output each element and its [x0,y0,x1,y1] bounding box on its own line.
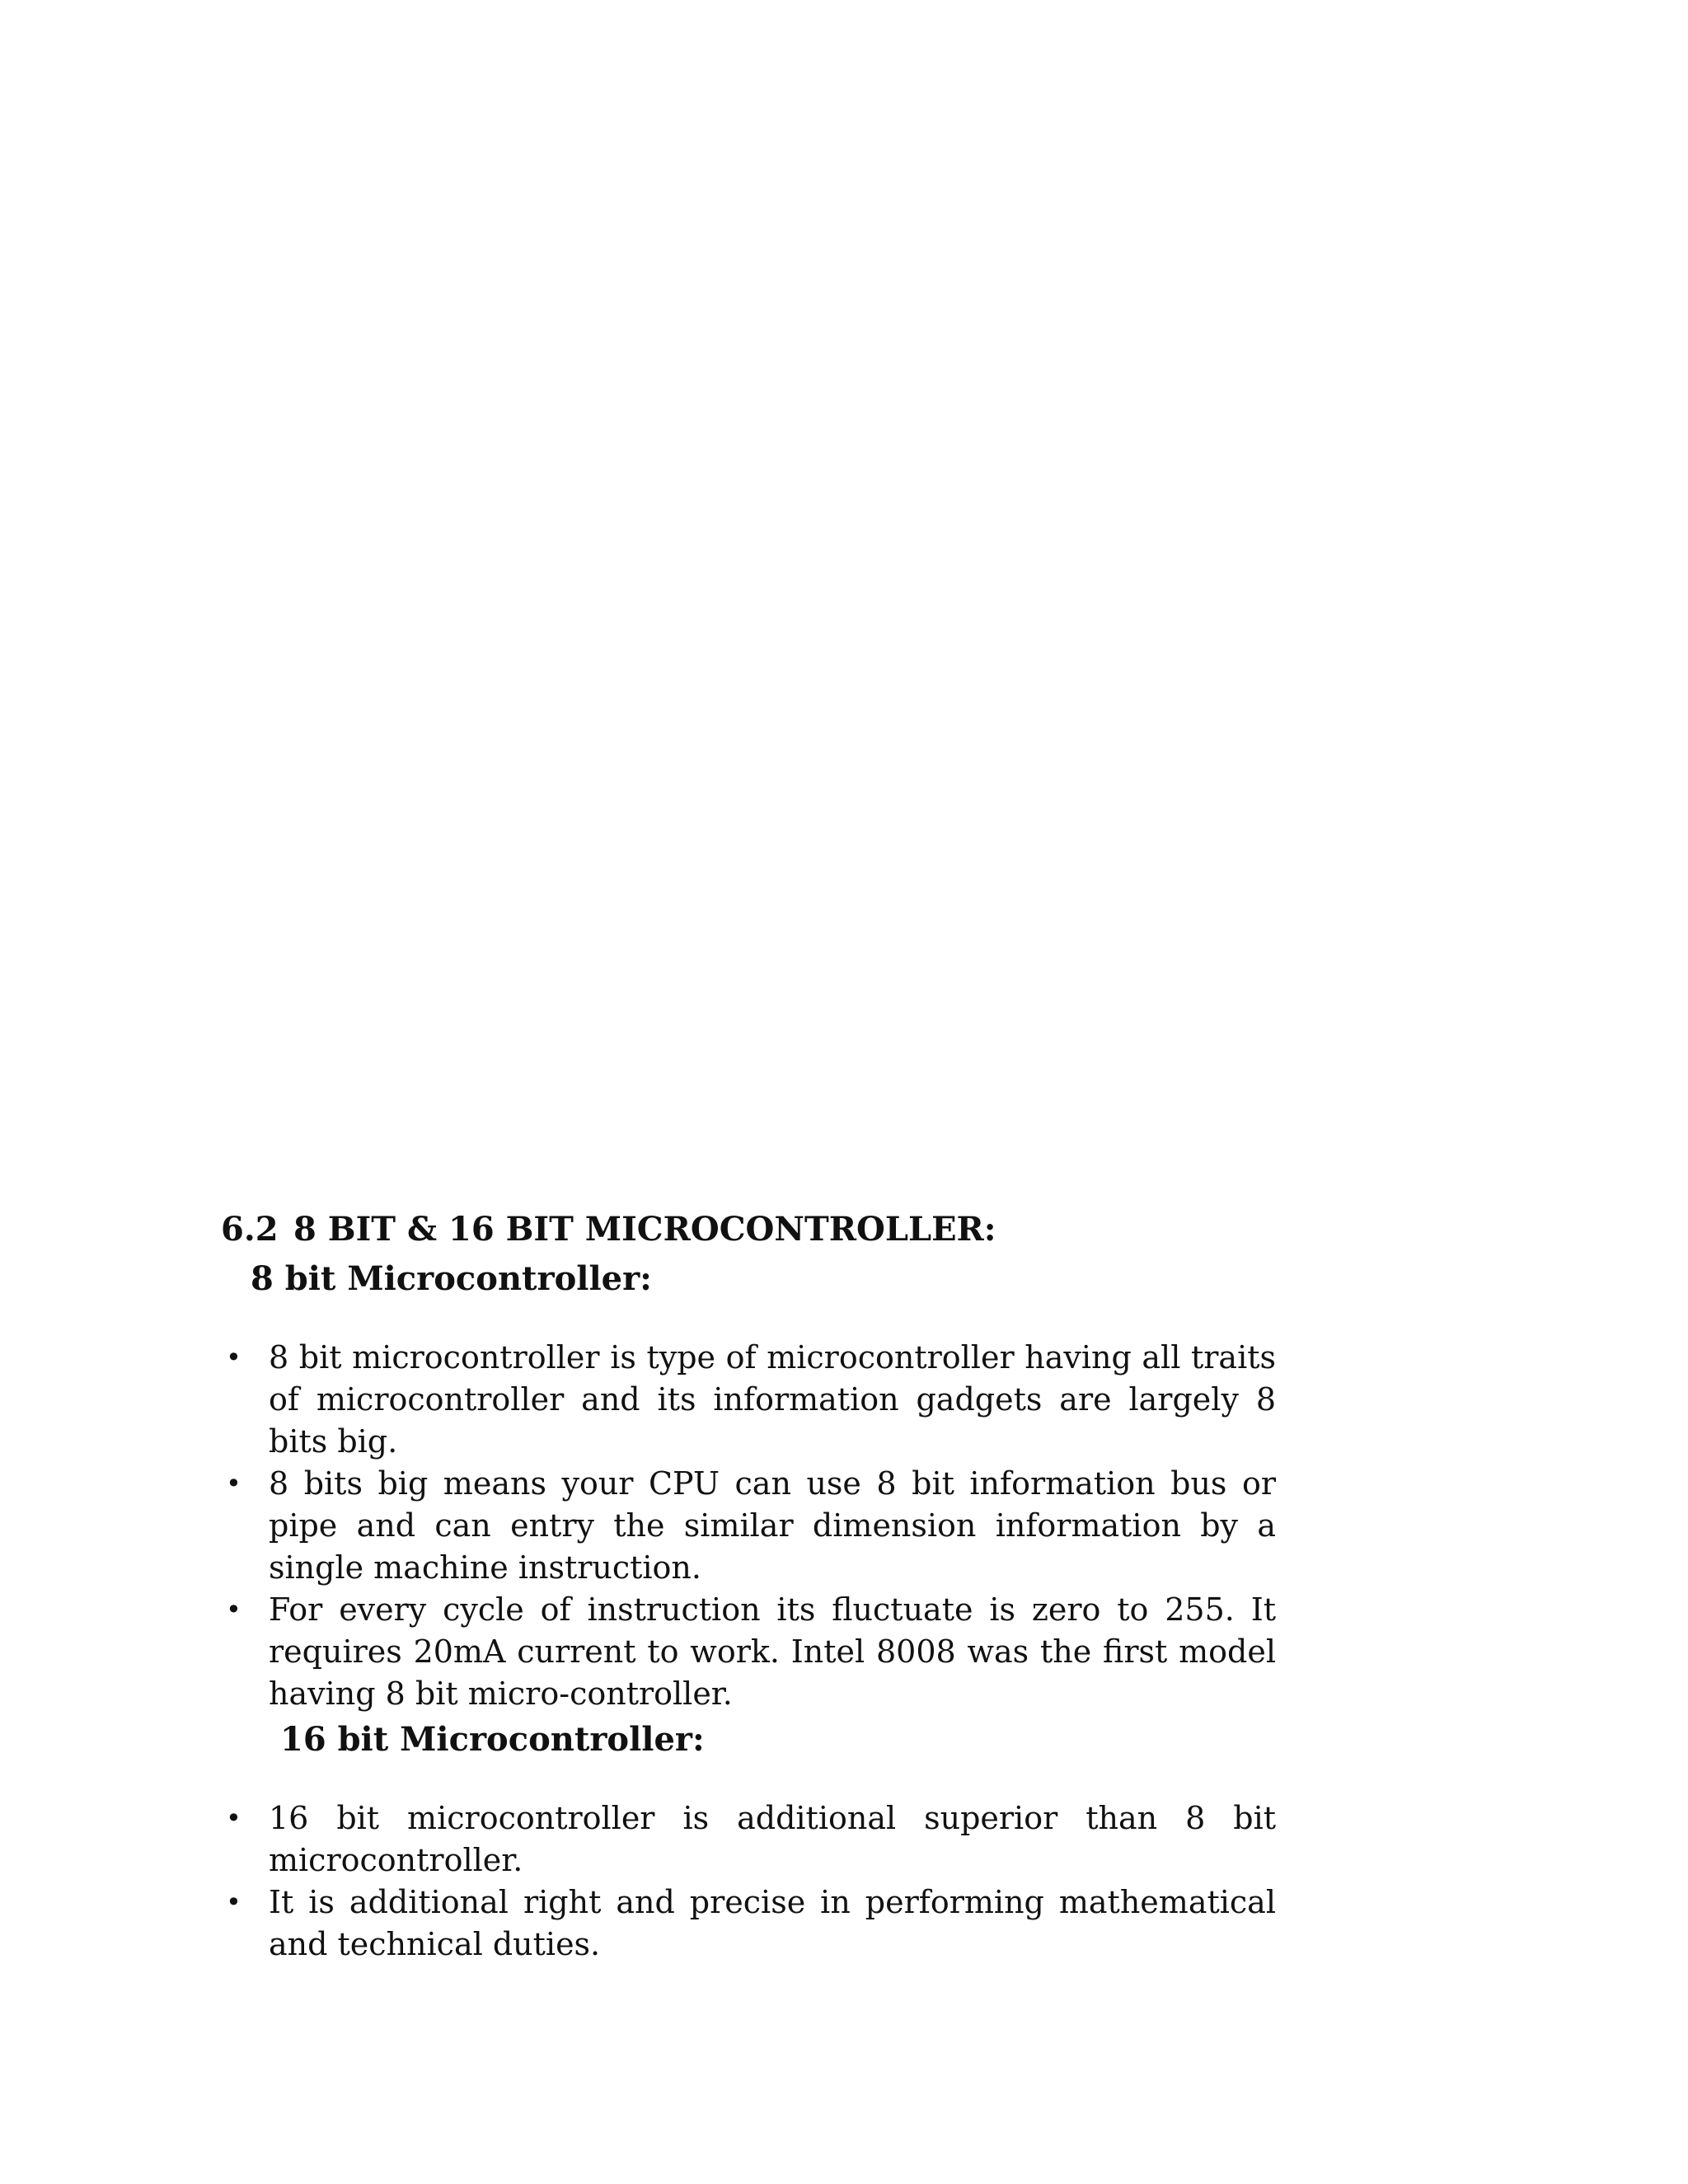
bullet-icon: • [226,1468,241,1499]
list-item [221,1797,1276,1882]
bullet-icon: • [226,1342,241,1373]
bullet-icon: • [226,1802,241,1834]
list-item [221,1337,1276,1463]
spacer [221,1765,1276,1797]
list-item-text: 16 bit microcontroller is additional superior than 8 bit microcontroller. [269,1800,1276,1878]
section-title: 8 BIT & 16 BIT MICROCONTROLLER: [293,1210,996,1249]
list-item-text: 8 bit microcontroller is type of microcontroller having all traits of microcontroller and its information gadgets are largely 8 bits big. [269,1339,1276,1460]
subheading-16-bit: 16 bit Microcontroller: [280,1720,705,1759]
list-item-text: It is additional right and precise in performing mathematical and technical duties. [269,1884,1276,1962]
spacer [221,1304,1276,1337]
list-item [221,1882,1276,1966]
list-item [221,1463,1276,1589]
list-item-text: For every cycle of instruction its fluctuate is zero to 255. It requires 20mA current to work. Intel 8008 was the first model having 8 bit micro-controller. [269,1591,1276,1712]
page-content [221,1205,1276,1966]
section-number: 6.2 [221,1210,279,1249]
list-item-text: 8 bits big means your CPU can use 8 bit information bus or pipe and can entry the similar dimension information by a single machine instruction. [269,1465,1276,1586]
section-heading [221,1205,1276,1254]
bullet-list-8-bit [221,1337,1276,1715]
subheading-8-bit: 8 bit Microcontroller: [251,1259,652,1298]
list-item [221,1589,1276,1715]
bullet-list-16-bit [221,1797,1276,1966]
bullet-icon: • [226,1886,241,1918]
bullet-icon: • [226,1594,241,1625]
